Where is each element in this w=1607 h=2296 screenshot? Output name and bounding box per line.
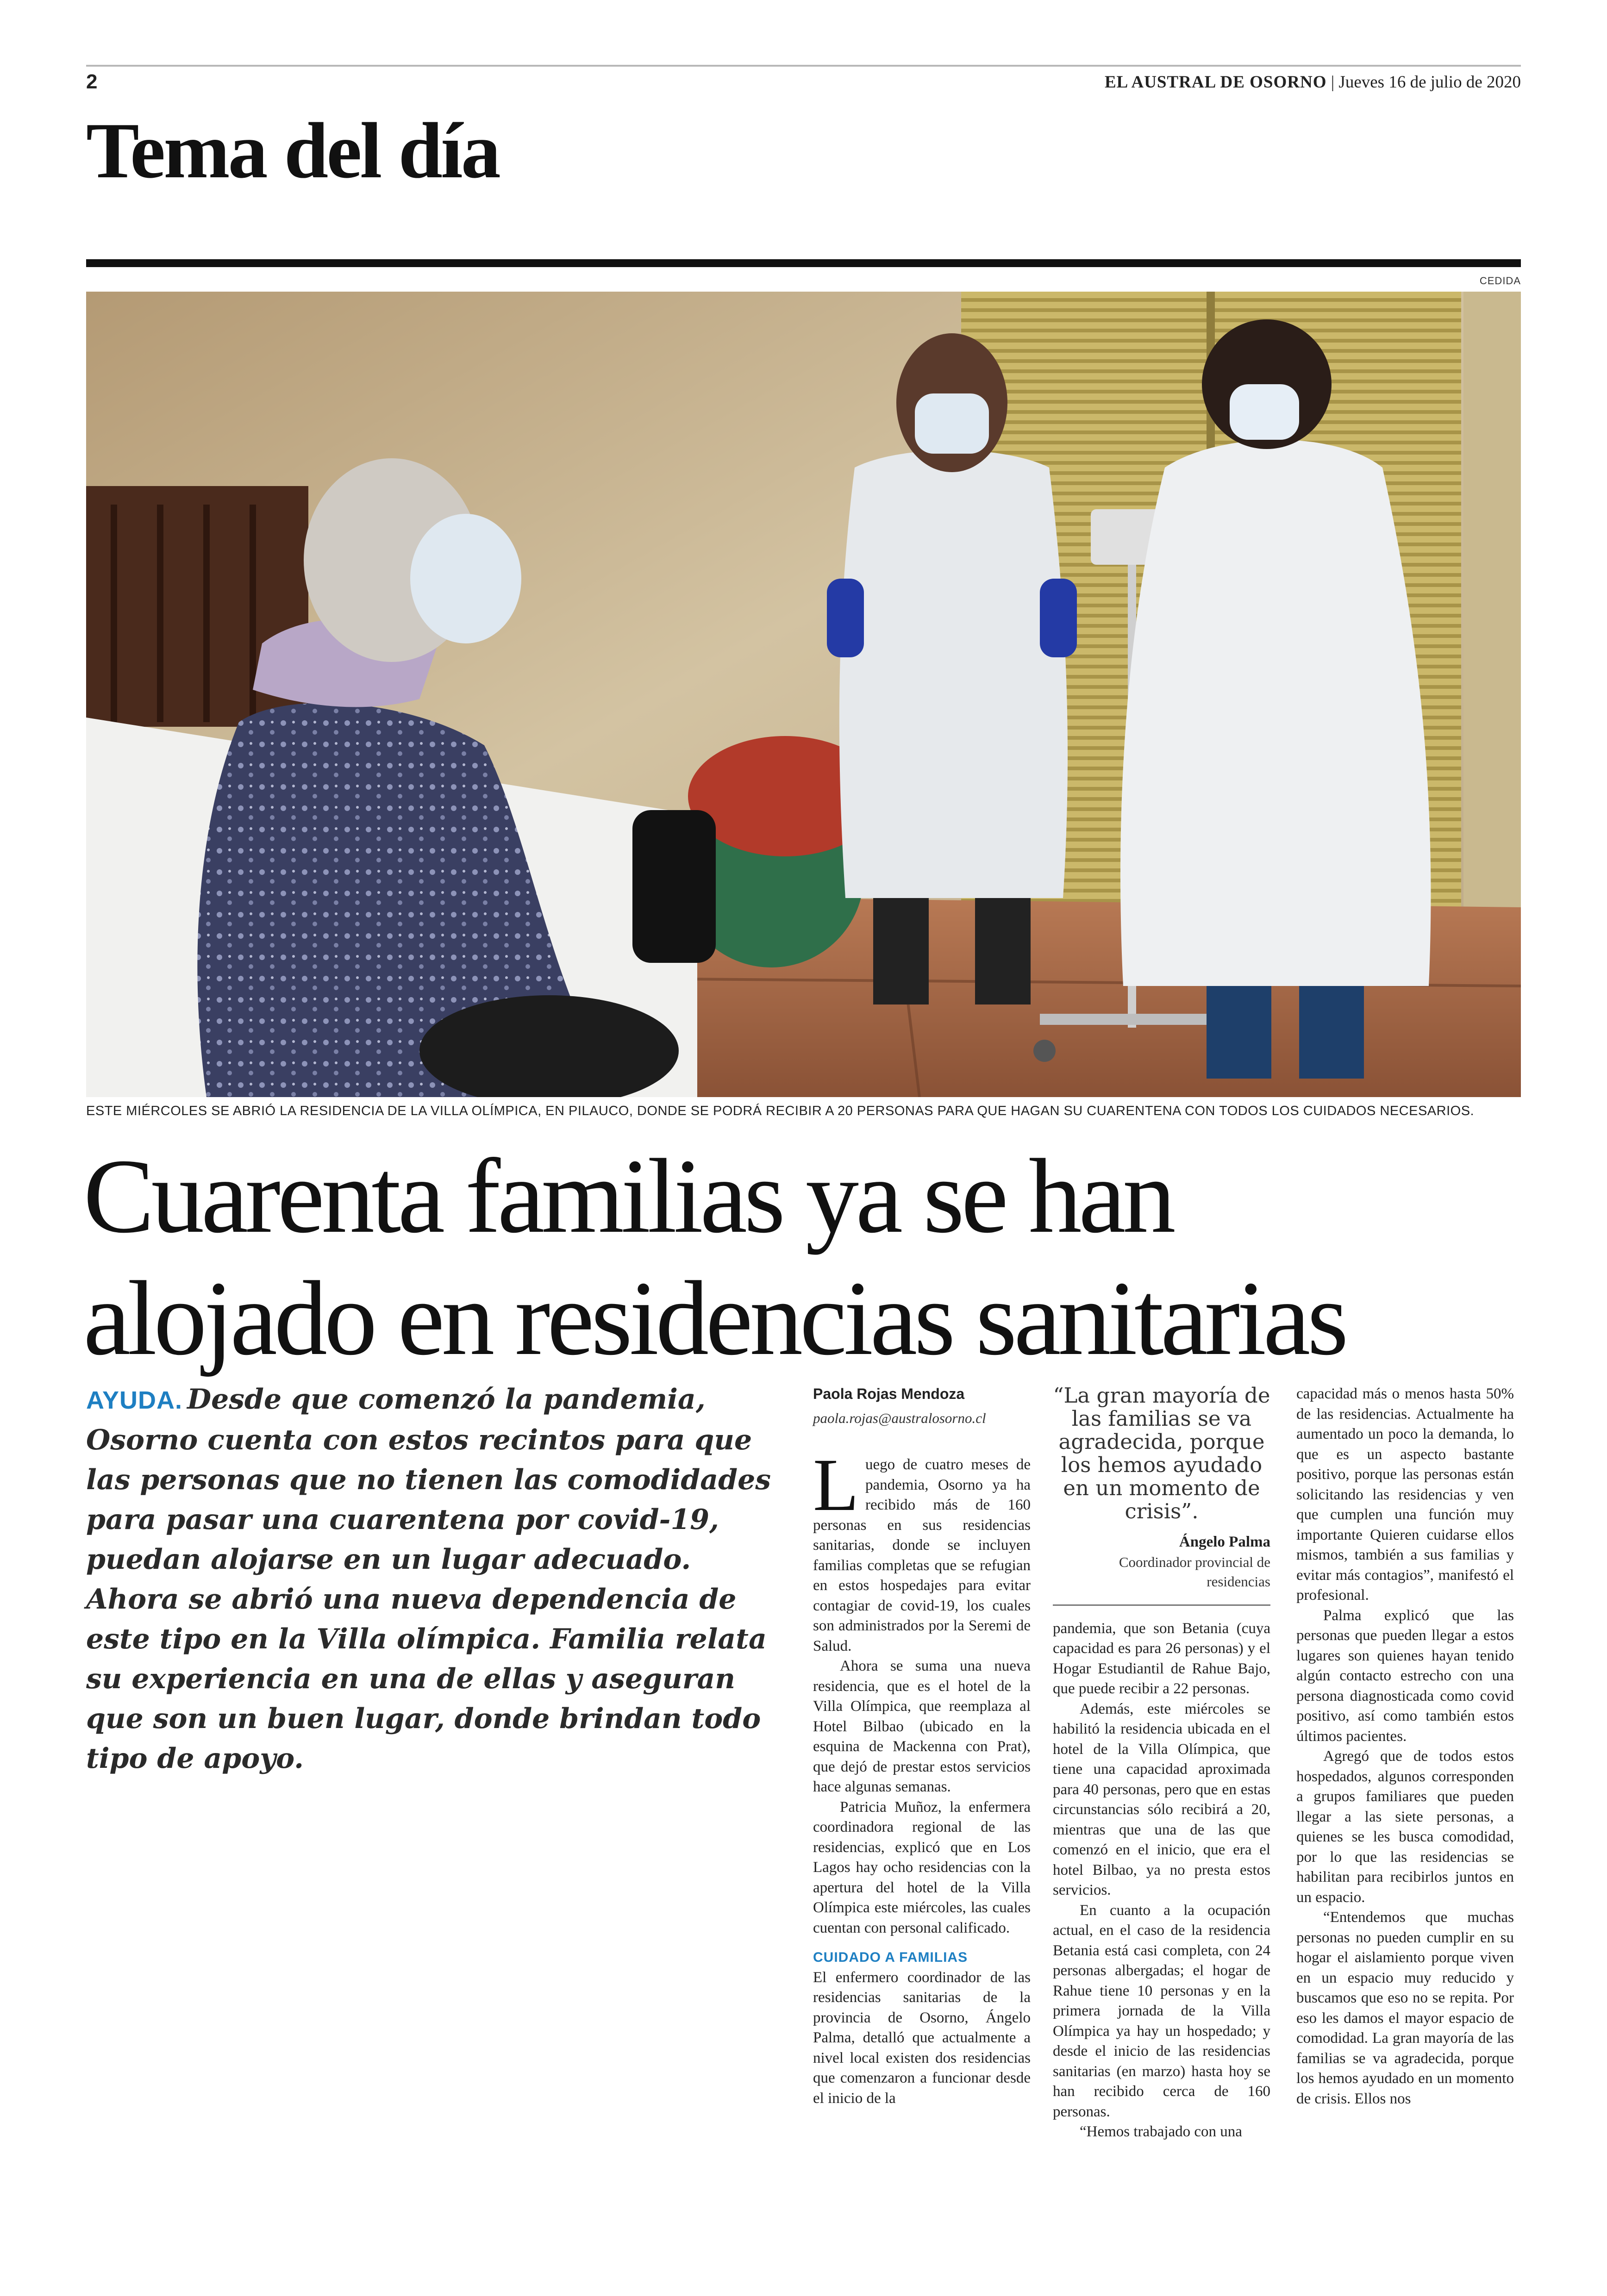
subhead: CUIDADO A FAMILIAS	[813, 1950, 968, 1965]
paragraph: “Entendemos que muchas personas no pueden cumplir en su hogar el aislamiento porque viven en un espacio muy reducido y buscamos que eso no se repita. Por eso les damos el mayor espacio de comodidad. La gran mayoría de las familias se va agradecida, porque los hemos ayudado en un momento de crisis. Ellos nos	[1296, 1909, 1514, 2107]
article-photo	[86, 292, 1521, 1097]
quote-author-role: Coordinador provincial de residencias	[1119, 1554, 1270, 1590]
paragraph: Palma explicó que las personas que pueden llegar a estos lugares son quienes hayan tenido algún contacto estrecho con una persona diagnosticada como covid positivo, así como también estos últimos pacientes.	[1296, 1607, 1514, 1745]
drop-cap: L	[813, 1444, 859, 1527]
paragraph: Agregó que de todos estos hospedados, algunos corresponden a grupos familiares que pueden llegar a las siete personas, a quienes se les busca comodidad, por lo que las residencias se habilitan para recibirlos juntos en un espacio.	[1296, 1748, 1514, 1906]
byline-email: paola.rojas@australosorno.cl	[813, 1410, 986, 1426]
article-column-1	[813, 1384, 1031, 2109]
paragraph: En cuanto a la ocupación actual, en el caso de la residencia Betania está casi completa, con 24 personas albergadas; el hogar de Rahue tiene 10 personas y en la primera jornada de la Villa Olímpica ya hay un hospedado; y desde el inicio de las residencias sanitarias (en marzo) hasta hoy se han recibido cerca de 160 personas.	[1053, 1902, 1270, 2120]
headline-line-1: Cuarenta familias ya se han	[83, 1137, 1173, 1255]
section-rule	[86, 259, 1521, 267]
paragraph: capacidad más o menos hasta 50% de las residencias. Actualmente ha aumentado un poco la demanda, lo que es un aspecto bastante positivo, porque las personas están solicitando las residencias y ven que cumplen una función muy importante Quieren cuidarse ellos mismos, también a sus familias y evitar más contagios”, manifestó el profesional.	[1296, 1385, 1514, 1603]
paragraph: Ahora se suma una nueva residencia, que es el hotel de la Villa Olímpica, que reemplaza al Hotel Bilbao (ubicado en la esquina de Mackenna con Prat), que dejó de prestar estos servicios hace algunas semanas.	[813, 1658, 1031, 1795]
headline-line-2: alojado en residencias sanitarias	[83, 1259, 1345, 1377]
photo-credit: CEDIDA	[1479, 275, 1521, 287]
lead-text: Desde que comenzó la pandemia, Osorno cuenta con estos recintos para que las personas que no tienen las comodidades para pasar una cuarentena por covid-19, puedan alojarse en un lugar adecuado. Ahora se abrió una nueva dependencia de este tipo en la Villa olímpica. Familia relata su experiencia en una de ellas y aseguran que son un buen lugar, donde brindan todo tipo de apoyo.	[86, 1383, 771, 1775]
paragraph: Patricia Muñoz, la enfermera coordinadora regional de las residencias, explicó que en Los Lagos hay ocho residencias con la apertura del hotel de la Villa Olímpica este miércoles, las cuales cuentan con personal calificado.	[813, 1798, 1031, 1936]
quote-author: Ángelo Palma	[1179, 1534, 1270, 1550]
paragraph: “Hemos trabajado con una	[1080, 2123, 1242, 2140]
header-rule	[86, 65, 1521, 67]
paragraph: Luego de cuatro meses de pandemia, Osorno ya ha recibido más de 160 personas en sus residencias sanitarias, donde se incluyen familias completas que se refugian en estos hospedajes para evitar contagiar de covid-19, los cuales son administrados por la Seremi de Salud.	[813, 1444, 1031, 1654]
paragraph: El enfermero coordinador de las residencias sanitarias de la provincia de Osorno, Ángelo Palma, detalló que actualmente a nivel local existen dos residencias que comenzaron a funcionar desde el inicio de la	[813, 1969, 1031, 2107]
article-column-3	[1296, 1384, 1514, 2109]
pull-quote: “La gran mayoría de las familias se va agradecida, porque los hemos ayudado en un momento de crisis”.	[1053, 1383, 1270, 1523]
newspaper-name: EL AUSTRAL DE OSORNO	[1104, 73, 1327, 92]
article-lead	[86, 1379, 781, 1778]
page-number: 2	[86, 70, 98, 93]
paragraph: Además, este miércoles se habilitó la residencia ubicada en el hotel de la Villa Olímpica, que tiene una capacidad aproximada para 40 personas, pero que en estas circunstancias sólo recibirá a 20, mientras que una de las que comenzó en el inicio, que era el hotel Bilbao, ya no presta estos servicios.	[1053, 1700, 1270, 1898]
publication-date: | Jueves 16 de julio de 2020	[1331, 73, 1521, 92]
photo-caption: ESTE MIÉRCOLES SE ABRIÓ LA RESIDENCIA DE LA VILLA OLÍMPICA, EN PILAUCO, DONDE SE PODRÁ RECIBIR A 20 PERSONAS PARA QUE HAGAN SU CUARENTENA CON TODOS LOS CUIDADOS NECESARIOS.	[86, 1104, 1475, 1118]
section-title: Tema del día	[86, 107, 499, 195]
residence-room-illustration	[86, 292, 1521, 1097]
headline	[83, 1135, 1523, 1379]
dateline	[1105, 72, 1521, 92]
article-column-2	[1053, 1384, 1270, 2142]
kicker: AYUDA.	[86, 1386, 183, 1414]
byline-author: Paola Rojas Mendoza	[813, 1385, 965, 1402]
paragraph: pandemia, que son Betania (cuya capacidad es para 26 personas) y el Hogar Estudiantil de Rahue Bajo, que puede recibir a 22 personas.	[1053, 1620, 1270, 1697]
